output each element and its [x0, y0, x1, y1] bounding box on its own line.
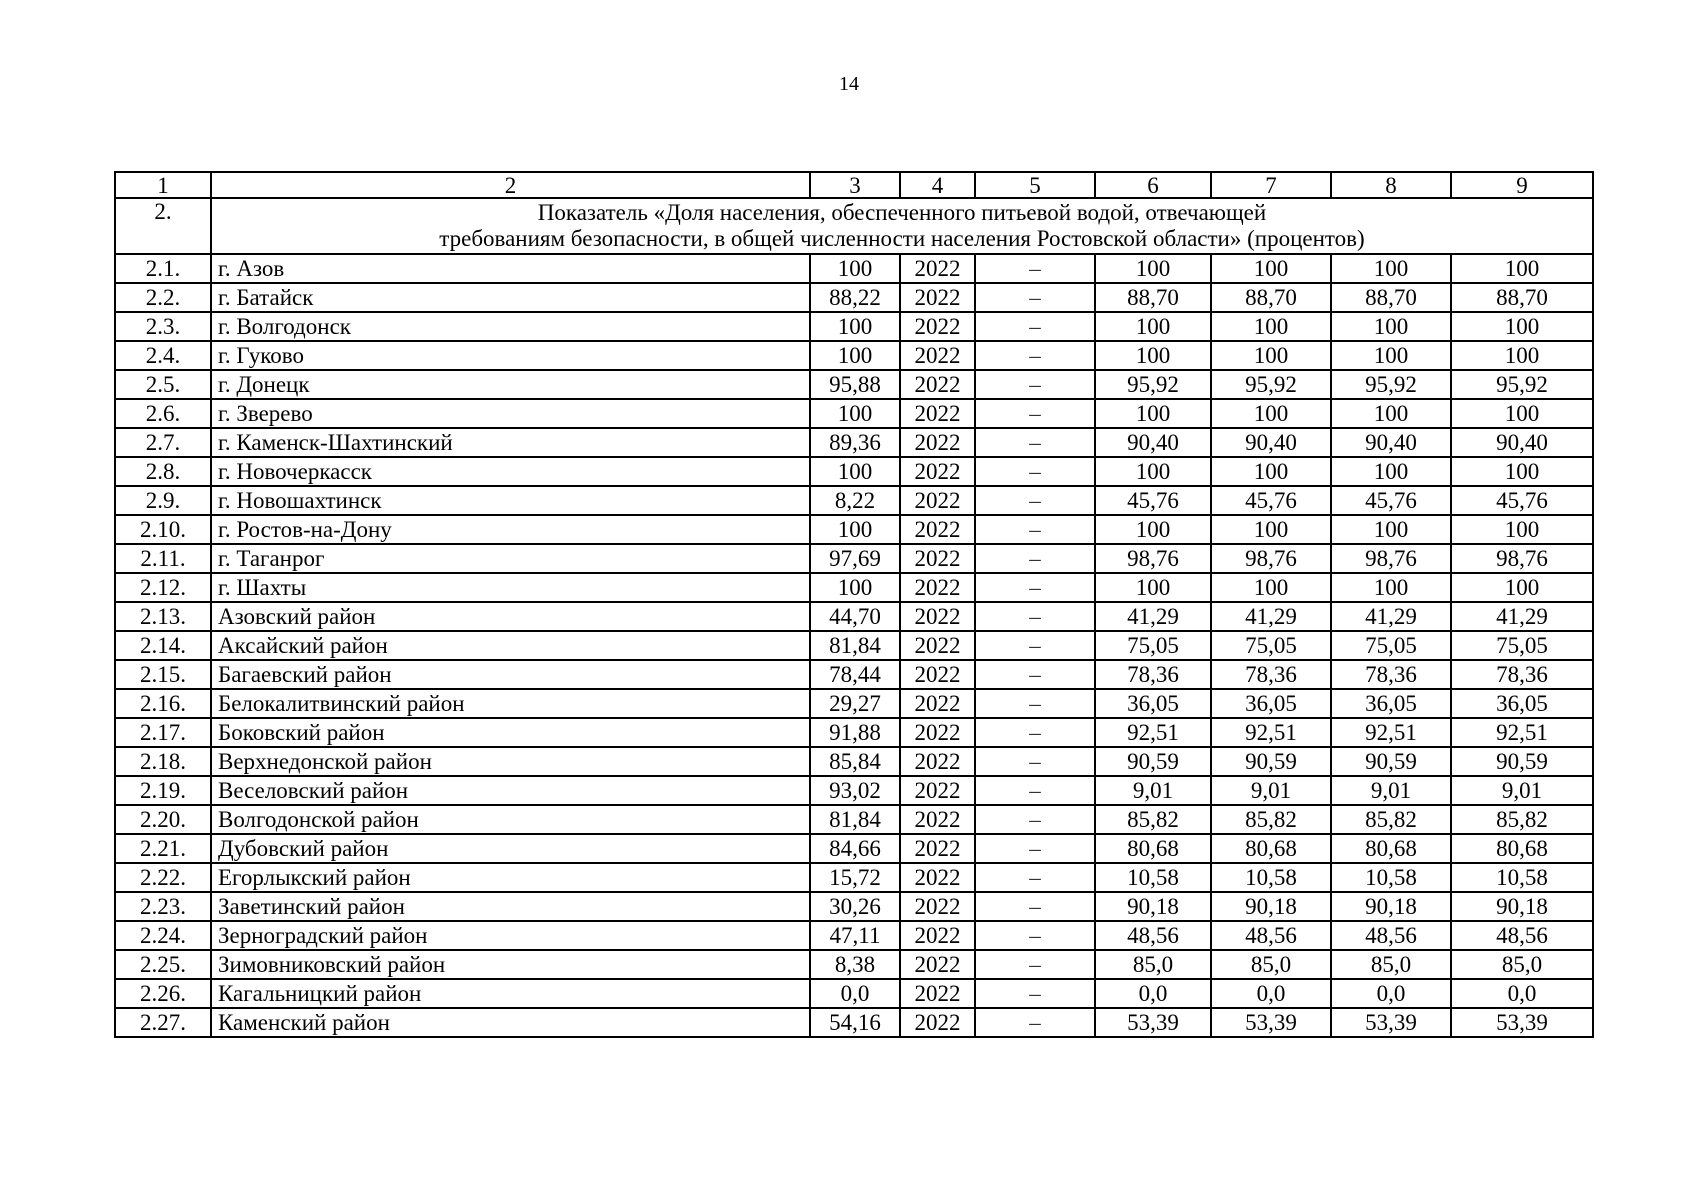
value-col-9-cell: 100: [1451, 573, 1593, 602]
base-year-cell: 2022: [900, 631, 975, 660]
column-number-cell: 7: [1211, 172, 1331, 198]
value-col-9-cell: 95,92: [1451, 370, 1593, 399]
section-title-line-1: Показатель «Доля населения, обеспеченного питьевой водой, отвечающей: [537, 200, 1267, 225]
base-year-cell: 2022: [900, 1008, 975, 1037]
value-col-7-cell: 75,05: [1211, 631, 1331, 660]
row-number-cell: 2.18.: [115, 747, 211, 776]
base-value-cell: 100: [810, 312, 900, 341]
base-year-cell: 2022: [900, 486, 975, 515]
territory-name-cell: г. Азов: [211, 254, 810, 283]
value-col-6-cell: 80,68: [1095, 834, 1211, 863]
base-year-cell: 2022: [900, 834, 975, 863]
row-number-cell: 2.16.: [115, 689, 211, 718]
table-row: [115, 457, 1593, 486]
territory-name-cell: г. Волгодонск: [211, 312, 810, 341]
row-number-cell: 2.6.: [115, 399, 211, 428]
table-row: [115, 863, 1593, 892]
value-col-8-cell: 100: [1331, 254, 1451, 283]
column-5-cell: –: [975, 457, 1095, 486]
value-col-8-cell: 75,05: [1331, 631, 1451, 660]
value-col-9-cell: 88,70: [1451, 283, 1593, 312]
column-5-cell: –: [975, 573, 1095, 602]
column-5-cell: –: [975, 341, 1095, 370]
table-row: [115, 1008, 1593, 1037]
base-year-cell: 2022: [900, 689, 975, 718]
base-year-cell: 2022: [900, 718, 975, 747]
table-row: [115, 660, 1593, 689]
value-col-7-cell: 90,40: [1211, 428, 1331, 457]
value-col-8-cell: 95,92: [1331, 370, 1451, 399]
value-col-8-cell: 48,56: [1331, 921, 1451, 950]
value-col-9-cell: 100: [1451, 399, 1593, 428]
base-value-cell: 47,11: [810, 921, 900, 950]
value-col-8-cell: 45,76: [1331, 486, 1451, 515]
column-number-cell: 1: [115, 172, 211, 198]
row-number-cell: 2.10.: [115, 515, 211, 544]
value-col-8-cell: 85,0: [1331, 950, 1451, 979]
value-col-6-cell: 41,29: [1095, 602, 1211, 631]
value-col-7-cell: 0,0: [1211, 979, 1331, 1008]
base-value-cell: 81,84: [810, 631, 900, 660]
base-year-cell: 2022: [900, 805, 975, 834]
table-row: [115, 602, 1593, 631]
value-col-9-cell: 85,0: [1451, 950, 1593, 979]
value-col-9-cell: 36,05: [1451, 689, 1593, 718]
value-col-8-cell: 98,76: [1331, 544, 1451, 573]
table-row: [115, 950, 1593, 979]
base-year-cell: 2022: [900, 399, 975, 428]
column-5-cell: –: [975, 1008, 1095, 1037]
value-col-7-cell: 98,76: [1211, 544, 1331, 573]
base-value-cell: 29,27: [810, 689, 900, 718]
row-number-cell: 2.9.: [115, 486, 211, 515]
base-year-cell: 2022: [900, 428, 975, 457]
column-5-cell: –: [975, 515, 1095, 544]
page-number: 14: [839, 73, 859, 95]
value-col-6-cell: 90,18: [1095, 892, 1211, 921]
value-col-7-cell: 100: [1211, 254, 1331, 283]
row-number-cell: 2.2.: [115, 283, 211, 312]
base-year-cell: 2022: [900, 602, 975, 631]
column-5-cell: –: [975, 399, 1095, 428]
value-col-6-cell: 95,92: [1095, 370, 1211, 399]
column-5-cell: –: [975, 863, 1095, 892]
base-value-cell: 91,88: [810, 718, 900, 747]
value-col-9-cell: 92,51: [1451, 718, 1593, 747]
base-value-cell: 100: [810, 341, 900, 370]
value-col-8-cell: 100: [1331, 515, 1451, 544]
value-col-6-cell: 100: [1095, 399, 1211, 428]
row-number-cell: 2.25.: [115, 950, 211, 979]
row-number-cell: 2.1.: [115, 254, 211, 283]
territory-name-cell: Аксайский район: [211, 631, 810, 660]
value-col-8-cell: 100: [1331, 457, 1451, 486]
value-col-6-cell: 53,39: [1095, 1008, 1211, 1037]
value-col-6-cell: 92,51: [1095, 718, 1211, 747]
value-col-9-cell: 48,56: [1451, 921, 1593, 950]
row-number-cell: 2.13.: [115, 602, 211, 631]
table-row: [115, 370, 1593, 399]
table-body: [115, 172, 1593, 1037]
table-row: [115, 312, 1593, 341]
section-title-line-2: требованиям безопасности, в общей численности населения Ростовской области» (процентов): [439, 226, 1365, 251]
row-number-cell: 2.8.: [115, 457, 211, 486]
base-year-cell: 2022: [900, 660, 975, 689]
column-5-cell: –: [975, 370, 1095, 399]
value-col-8-cell: 36,05: [1331, 689, 1451, 718]
value-col-6-cell: 48,56: [1095, 921, 1211, 950]
column-number-cell: 2: [211, 172, 810, 198]
base-year-cell: 2022: [900, 573, 975, 602]
territory-name-cell: г. Донецк: [211, 370, 810, 399]
base-value-cell: 93,02: [810, 776, 900, 805]
column-numbers-row: [115, 172, 1593, 198]
table-row: [115, 689, 1593, 718]
territory-name-cell: Кагальницкий район: [211, 979, 810, 1008]
value-col-7-cell: 100: [1211, 312, 1331, 341]
column-5-cell: –: [975, 834, 1095, 863]
value-col-7-cell: 10,58: [1211, 863, 1331, 892]
column-number-cell: 5: [975, 172, 1095, 198]
base-value-cell: 44,70: [810, 602, 900, 631]
value-col-6-cell: 85,82: [1095, 805, 1211, 834]
value-col-9-cell: 100: [1451, 341, 1593, 370]
value-col-6-cell: 100: [1095, 254, 1211, 283]
value-col-6-cell: 36,05: [1095, 689, 1211, 718]
value-col-7-cell: 100: [1211, 399, 1331, 428]
column-5-cell: –: [975, 312, 1095, 341]
base-year-cell: 2022: [900, 950, 975, 979]
table-row: [115, 283, 1593, 312]
base-value-cell: 8,38: [810, 950, 900, 979]
value-col-7-cell: 90,59: [1211, 747, 1331, 776]
value-col-8-cell: 85,82: [1331, 805, 1451, 834]
row-number-cell: 2.26.: [115, 979, 211, 1008]
value-col-9-cell: 53,39: [1451, 1008, 1593, 1037]
value-col-9-cell: 75,05: [1451, 631, 1593, 660]
base-value-cell: 0,0: [810, 979, 900, 1008]
base-value-cell: 84,66: [810, 834, 900, 863]
territory-name-cell: г. Новочеркасск: [211, 457, 810, 486]
value-col-6-cell: 75,05: [1095, 631, 1211, 660]
value-col-6-cell: 10,58: [1095, 863, 1211, 892]
value-col-8-cell: 80,68: [1331, 834, 1451, 863]
column-5-cell: –: [975, 689, 1095, 718]
value-col-8-cell: 92,51: [1331, 718, 1451, 747]
value-col-9-cell: 100: [1451, 312, 1593, 341]
territory-name-cell: Багаевский район: [211, 660, 810, 689]
value-col-8-cell: 90,18: [1331, 892, 1451, 921]
value-col-8-cell: 90,40: [1331, 428, 1451, 457]
row-number-cell: 2.24.: [115, 921, 211, 950]
territory-name-cell: Боковский район: [211, 718, 810, 747]
value-col-7-cell: 100: [1211, 573, 1331, 602]
value-col-7-cell: 95,92: [1211, 370, 1331, 399]
table-row: [115, 921, 1593, 950]
table-row: [115, 428, 1593, 457]
value-col-6-cell: 90,59: [1095, 747, 1211, 776]
table-row: [115, 486, 1593, 515]
section-header-row: [115, 198, 1593, 254]
base-value-cell: 95,88: [810, 370, 900, 399]
base-value-cell: 30,26: [810, 892, 900, 921]
value-col-7-cell: 100: [1211, 515, 1331, 544]
table-row: [115, 515, 1593, 544]
territory-name-cell: Дубовский район: [211, 834, 810, 863]
base-value-cell: 8,22: [810, 486, 900, 515]
base-value-cell: 100: [810, 399, 900, 428]
base-value-cell: 97,69: [810, 544, 900, 573]
row-number-cell: 2.17.: [115, 718, 211, 747]
value-col-6-cell: 0,0: [1095, 979, 1211, 1008]
base-year-cell: 2022: [900, 283, 975, 312]
value-col-7-cell: 92,51: [1211, 718, 1331, 747]
value-col-8-cell: 100: [1331, 573, 1451, 602]
territory-name-cell: г. Батайск: [211, 283, 810, 312]
column-5-cell: –: [975, 544, 1095, 573]
column-5-cell: –: [975, 979, 1095, 1008]
base-year-cell: 2022: [900, 457, 975, 486]
base-value-cell: 54,16: [810, 1008, 900, 1037]
table-row: [115, 718, 1593, 747]
table-row: [115, 892, 1593, 921]
territory-name-cell: Волгодонской район: [211, 805, 810, 834]
base-year-cell: 2022: [900, 544, 975, 573]
table-row: [115, 544, 1593, 573]
territory-name-cell: Верхнедонской район: [211, 747, 810, 776]
value-col-8-cell: 100: [1331, 341, 1451, 370]
territory-name-cell: Заветинский район: [211, 892, 810, 921]
value-col-7-cell: 45,76: [1211, 486, 1331, 515]
column-5-cell: –: [975, 428, 1095, 457]
value-col-9-cell: 78,36: [1451, 660, 1593, 689]
row-number-cell: 2.27.: [115, 1008, 211, 1037]
value-col-6-cell: 100: [1095, 312, 1211, 341]
section-title: [211, 198, 1593, 254]
column-number-cell: 4: [900, 172, 975, 198]
value-col-7-cell: 90,18: [1211, 892, 1331, 921]
territory-name-cell: Каменский район: [211, 1008, 810, 1037]
value-col-8-cell: 53,39: [1331, 1008, 1451, 1037]
table-row: [115, 747, 1593, 776]
table-row: [115, 834, 1593, 863]
value-col-8-cell: 0,0: [1331, 979, 1451, 1008]
column-5-cell: –: [975, 805, 1095, 834]
column-5-cell: –: [975, 718, 1095, 747]
value-col-7-cell: 48,56: [1211, 921, 1331, 950]
value-col-9-cell: 100: [1451, 515, 1593, 544]
base-value-cell: 100: [810, 254, 900, 283]
value-col-9-cell: 85,82: [1451, 805, 1593, 834]
territory-name-cell: г. Новошахтинск: [211, 486, 810, 515]
base-value-cell: 100: [810, 457, 900, 486]
value-col-9-cell: 100: [1451, 254, 1593, 283]
value-col-6-cell: 100: [1095, 573, 1211, 602]
value-col-7-cell: 9,01: [1211, 776, 1331, 805]
column-5-cell: –: [975, 921, 1095, 950]
territory-name-cell: г. Гуково: [211, 341, 810, 370]
base-value-cell: 15,72: [810, 863, 900, 892]
column-number-cell: 8: [1331, 172, 1451, 198]
value-col-7-cell: 41,29: [1211, 602, 1331, 631]
value-col-6-cell: 85,0: [1095, 950, 1211, 979]
territory-name-cell: г. Таганрог: [211, 544, 810, 573]
value-col-8-cell: 100: [1331, 399, 1451, 428]
table-row: [115, 573, 1593, 602]
territory-name-cell: г. Зверево: [211, 399, 810, 428]
column-5-cell: –: [975, 254, 1095, 283]
value-col-7-cell: 53,39: [1211, 1008, 1331, 1037]
value-col-9-cell: 98,76: [1451, 544, 1593, 573]
value-col-7-cell: 100: [1211, 457, 1331, 486]
base-year-cell: 2022: [900, 921, 975, 950]
value-col-9-cell: 90,40: [1451, 428, 1593, 457]
table-row: [115, 805, 1593, 834]
territory-name-cell: Зерноградский район: [211, 921, 810, 950]
row-number-cell: 2.22.: [115, 863, 211, 892]
row-number-cell: 2.15.: [115, 660, 211, 689]
territory-name-cell: г. Каменск-Шахтинский: [211, 428, 810, 457]
territory-name-cell: г. Ростов-на-Дону: [211, 515, 810, 544]
value-col-7-cell: 100: [1211, 341, 1331, 370]
value-col-9-cell: 80,68: [1451, 834, 1593, 863]
row-number-cell: 2.14.: [115, 631, 211, 660]
column-5-cell: –: [975, 486, 1095, 515]
row-number-cell: 2.23.: [115, 892, 211, 921]
table-row: [115, 631, 1593, 660]
base-year-cell: 2022: [900, 254, 975, 283]
base-value-cell: 78,44: [810, 660, 900, 689]
value-col-6-cell: 45,76: [1095, 486, 1211, 515]
column-5-cell: –: [975, 602, 1095, 631]
value-col-8-cell: 90,59: [1331, 747, 1451, 776]
value-col-6-cell: 100: [1095, 341, 1211, 370]
table-row: [115, 254, 1593, 283]
base-year-cell: 2022: [900, 515, 975, 544]
row-number-cell: 2.7.: [115, 428, 211, 457]
value-col-7-cell: 85,82: [1211, 805, 1331, 834]
column-number-cell: 9: [1451, 172, 1593, 198]
row-number-cell: 2.3.: [115, 312, 211, 341]
value-col-8-cell: 9,01: [1331, 776, 1451, 805]
base-year-cell: 2022: [900, 863, 975, 892]
value-col-9-cell: 0,0: [1451, 979, 1593, 1008]
value-col-7-cell: 36,05: [1211, 689, 1331, 718]
value-col-7-cell: 80,68: [1211, 834, 1331, 863]
row-number-cell: 2.5.: [115, 370, 211, 399]
value-col-9-cell: 90,18: [1451, 892, 1593, 921]
base-value-cell: 88,22: [810, 283, 900, 312]
value-col-6-cell: 90,40: [1095, 428, 1211, 457]
value-col-6-cell: 100: [1095, 457, 1211, 486]
base-year-cell: 2022: [900, 892, 975, 921]
value-col-8-cell: 100: [1331, 312, 1451, 341]
table-row: [115, 776, 1593, 805]
base-year-cell: 2022: [900, 312, 975, 341]
column-5-cell: –: [975, 747, 1095, 776]
value-col-7-cell: 88,70: [1211, 283, 1331, 312]
territory-name-cell: Егорлыкский район: [211, 863, 810, 892]
column-number-cell: 6: [1095, 172, 1211, 198]
value-col-8-cell: 78,36: [1331, 660, 1451, 689]
value-col-6-cell: 100: [1095, 515, 1211, 544]
indicator-table: [114, 171, 1594, 1038]
table-row: [115, 341, 1593, 370]
column-5-cell: –: [975, 950, 1095, 979]
territory-name-cell: Азовский район: [211, 602, 810, 631]
base-value-cell: 81,84: [810, 805, 900, 834]
value-col-8-cell: 41,29: [1331, 602, 1451, 631]
base-value-cell: 100: [810, 573, 900, 602]
base-year-cell: 2022: [900, 776, 975, 805]
value-col-9-cell: 41,29: [1451, 602, 1593, 631]
value-col-8-cell: 88,70: [1331, 283, 1451, 312]
value-col-7-cell: 85,0: [1211, 950, 1331, 979]
value-col-9-cell: 45,76: [1451, 486, 1593, 515]
value-col-6-cell: 9,01: [1095, 776, 1211, 805]
row-number-cell: 2.11.: [115, 544, 211, 573]
value-col-6-cell: 88,70: [1095, 283, 1211, 312]
value-col-8-cell: 10,58: [1331, 863, 1451, 892]
base-year-cell: 2022: [900, 341, 975, 370]
value-col-9-cell: 100: [1451, 457, 1593, 486]
row-number-cell: 2.12.: [115, 573, 211, 602]
base-value-cell: 85,84: [810, 747, 900, 776]
value-col-9-cell: 10,58: [1451, 863, 1593, 892]
base-year-cell: 2022: [900, 979, 975, 1008]
table-row: [115, 399, 1593, 428]
column-5-cell: –: [975, 283, 1095, 312]
value-col-7-cell: 78,36: [1211, 660, 1331, 689]
column-5-cell: –: [975, 892, 1095, 921]
base-year-cell: 2022: [900, 747, 975, 776]
territory-name-cell: Веселовский район: [211, 776, 810, 805]
column-5-cell: –: [975, 776, 1095, 805]
value-col-6-cell: 78,36: [1095, 660, 1211, 689]
table-row: [115, 979, 1593, 1008]
territory-name-cell: г. Шахты: [211, 573, 810, 602]
row-number-cell: 2.20.: [115, 805, 211, 834]
base-value-cell: 89,36: [810, 428, 900, 457]
row-number-cell: 2.4.: [115, 341, 211, 370]
territory-name-cell: Белокалитвинский район: [211, 689, 810, 718]
row-number-cell: 2.21.: [115, 834, 211, 863]
base-value-cell: 100: [810, 515, 900, 544]
column-5-cell: –: [975, 660, 1095, 689]
section-number: 2.: [115, 198, 211, 254]
value-col-9-cell: 90,59: [1451, 747, 1593, 776]
column-5-cell: –: [975, 631, 1095, 660]
value-col-6-cell: 98,76: [1095, 544, 1211, 573]
territory-name-cell: Зимовниковский район: [211, 950, 810, 979]
value-col-9-cell: 9,01: [1451, 776, 1593, 805]
base-year-cell: 2022: [900, 370, 975, 399]
column-number-cell: 3: [810, 172, 900, 198]
row-number-cell: 2.19.: [115, 776, 211, 805]
